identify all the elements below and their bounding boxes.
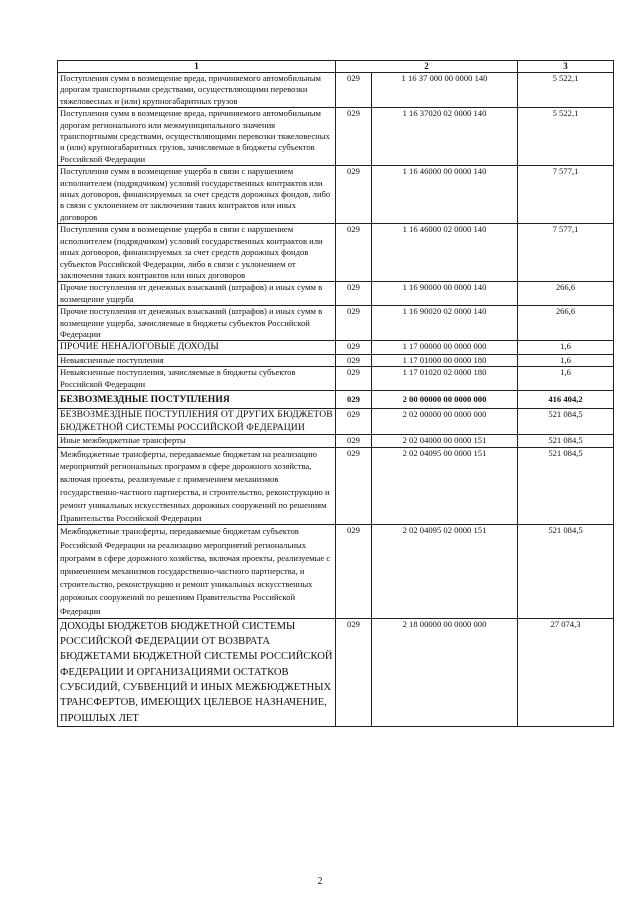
row-amount: 27 074,3 (518, 618, 614, 726)
row-admin-code: 029 (336, 73, 372, 108)
row-description: Поступления сумм в возмещение вреда, причиняемого автомобильным дорогам транспортными средствами, осуществляющими перевозки тяжеловесных и (или) крупногабаритных грузов (58, 73, 336, 108)
row-description: Поступления сумм в возмещение ущерба в связи с нарушением исполнителем (подрядчиком) условий государственных контрактов или иных договоров, финансируемых за счет средств дорожных фондов субъектов Российской Федерации, либо в связи с уклонением от заключения таких контрактов или иных договоров (58, 224, 336, 282)
table-header-row (58, 61, 614, 73)
row-description: Поступления сумм в возмещение ущерба в связи с нарушением исполнителем (подрядчиком) условий государственных контрактов или иных договоров, финансируемых за счет средств дорожных фондов, либо в связи с уклонением от заключения таких контрактов или иных договоров (58, 166, 336, 224)
row-classification-code: 1 17 01020 02 0000 180 (372, 367, 518, 391)
row-description: Межбюджетные трансферты, передаваемые бюджетам субъектов Российской Федерации на реализацию мероприятий региональных программ в сфере дорожного хозяйства, включая проекты, реализуемые с применением механизмов государственно-частного партнерства, и строительство, реконструкцию и ремонт уникальных искусственных дорожных сооружений по решениям Правительства Российской Федерации (58, 525, 336, 618)
row-description: БЕЗВОЗМЕЗДНЫЕ ПОСТУПЛЕНИЯ ОТ ДРУГИХ БЮДЖЕТОВ БЮДЖЕТНОЙ СИСТЕМЫ РОССИЙСКОЙ ФЕДЕРАЦИИ (58, 409, 336, 435)
row-classification-code: 1 16 37 000 00 0000 140 (372, 73, 518, 108)
row-description: Прочие поступления от денежных взысканий (штрафов) и иных сумм в возмещение ущерба (58, 282, 336, 306)
row-classification-code: 2 00 00000 00 0000 000 (372, 390, 518, 408)
row-classification-code: 2 18 00000 00 0000 000 (372, 618, 518, 726)
row-description: ПРОЧИЕ НЕНАЛОГОВЫЕ ДОХОДЫ (58, 341, 336, 354)
row-admin-code: 029 (336, 108, 372, 166)
row-admin-code: 029 (336, 409, 372, 435)
row-classification-code: 2 02 04000 00 0000 151 (372, 435, 518, 447)
row-admin-code: 029 (336, 282, 372, 306)
row-classification-code: 1 17 01000 00 0000 180 (372, 354, 518, 366)
row-classification-code: 1 16 46000 02 0000 140 (372, 224, 518, 282)
header-col-3: 3 (518, 61, 614, 73)
page-number: 2 (317, 876, 323, 887)
row-classification-code: 1 16 90000 00 0000 140 (372, 282, 518, 306)
table-row (58, 618, 614, 726)
header-col-1: 1 (58, 61, 336, 73)
row-admin-code: 029 (336, 306, 372, 341)
row-admin-code: 029 (336, 341, 372, 354)
row-amount: 7 577,1 (518, 166, 614, 224)
row-amount: 1,6 (518, 354, 614, 366)
row-classification-code: 2 02 04095 00 0000 151 (372, 447, 518, 525)
table-row (58, 73, 614, 108)
row-description: БЕЗВОЗМЕЗДНЫЕ ПОСТУПЛЕНИЯ (58, 390, 336, 408)
table-row (58, 108, 614, 166)
header-col-2: 2 (336, 61, 518, 73)
table-row (58, 447, 614, 525)
row-amount: 266,6 (518, 282, 614, 306)
row-amount: 266,6 (518, 306, 614, 341)
row-admin-code: 029 (336, 390, 372, 408)
row-admin-code: 029 (336, 367, 372, 391)
row-amount: 7 577,1 (518, 224, 614, 282)
table-row (58, 409, 614, 435)
table-row (58, 224, 614, 282)
row-amount: 1,6 (518, 367, 614, 391)
table-row (58, 282, 614, 306)
table-row (58, 354, 614, 366)
table-row (58, 166, 614, 224)
row-amount: 521 084,5 (518, 525, 614, 618)
row-amount: 521 084,5 (518, 447, 614, 525)
row-description: Невыясненные поступления, зачисляемые в бюджеты субъектов Российской Федерации (58, 367, 336, 391)
row-amount: 521 084,5 (518, 435, 614, 447)
row-classification-code: 2 02 00000 00 0000 000 (372, 409, 518, 435)
table-row-total (58, 390, 614, 408)
row-classification-code: 1 16 90020 02 0000 140 (372, 306, 518, 341)
row-classification-code: 1 16 37020 02 0000 140 (372, 108, 518, 166)
row-amount: 1,6 (518, 341, 614, 354)
row-admin-code: 029 (336, 525, 372, 618)
row-admin-code: 029 (336, 354, 372, 366)
row-classification-code: 2 02 04095 02 0000 151 (372, 525, 518, 618)
row-description: ДОХОДЫ БЮДЖЕТОВ БЮДЖЕТНОЙ СИСТЕМЫ РОССИЙСКОЙ ФЕДЕРАЦИИ ОТ ВОЗВРАТА БЮДЖЕТАМИ БЮДЖЕТНОЙ СИСТЕМЫ РОССИЙСКОЙ ФЕДЕРАЦИИ И ОРГАНИЗАЦИЯМИ ОСТАТКОВ СУБСИДИЙ, СУБВЕНЦИЙ И ИНЫХ МЕЖБЮДЖЕТНЫХ ТРАНСФЕРТОВ, ИМЕЮЩИХ ЦЕЛЕВОЕ НАЗНАЧЕНИЕ, ПРОШЛЫХ ЛЕТ (58, 618, 336, 726)
row-admin-code: 029 (336, 447, 372, 525)
row-description: Прочие поступления от денежных взысканий (штрафов) и иных сумм в возмещение ущерба, зачисляемые в бюджеты субъектов Российской Федерации (58, 306, 336, 341)
row-amount: 416 404,2 (518, 390, 614, 408)
row-admin-code: 029 (336, 166, 372, 224)
row-admin-code: 029 (336, 435, 372, 447)
row-admin-code: 029 (336, 224, 372, 282)
row-classification-code: 1 17 00000 00 0000 000 (372, 341, 518, 354)
table-row (58, 341, 614, 354)
table-row (58, 367, 614, 391)
row-description: Межбюджетные трансферты, передаваемые бюджетам на реализацию мероприятий региональных программ в сфере дорожного хозяйства, включая проекты, реализуемые с применением механизмов государственно-частного партнерства, и строительство, реконструкцию и ремонт уникальных искусственных дорожных сооружений по решениям Правительства Российской Федерации (58, 447, 336, 525)
row-amount: 521 084,5 (518, 409, 614, 435)
row-classification-code: 1 16 46000 00 0000 140 (372, 166, 518, 224)
row-amount: 5 522,1 (518, 108, 614, 166)
table-row (58, 435, 614, 447)
row-description: Поступления сумм в возмещение вреда, причиняемого автомобильным дорогам регионального или межмуниципального значения транспортными средствами, осуществляющими перевозки тяжеловесных и (или) крупногабаритных грузов, зачисляемые в бюджеты субъектов Российской Федерации (58, 108, 336, 166)
revenue-table (57, 60, 614, 727)
table-row (58, 525, 614, 618)
row-description: Невыясненные поступления (58, 354, 336, 366)
table-row (58, 306, 614, 341)
row-admin-code: 029 (336, 618, 372, 726)
row-description: Иные межбюджетные трансферты (58, 435, 336, 447)
row-amount: 5 522,1 (518, 73, 614, 108)
